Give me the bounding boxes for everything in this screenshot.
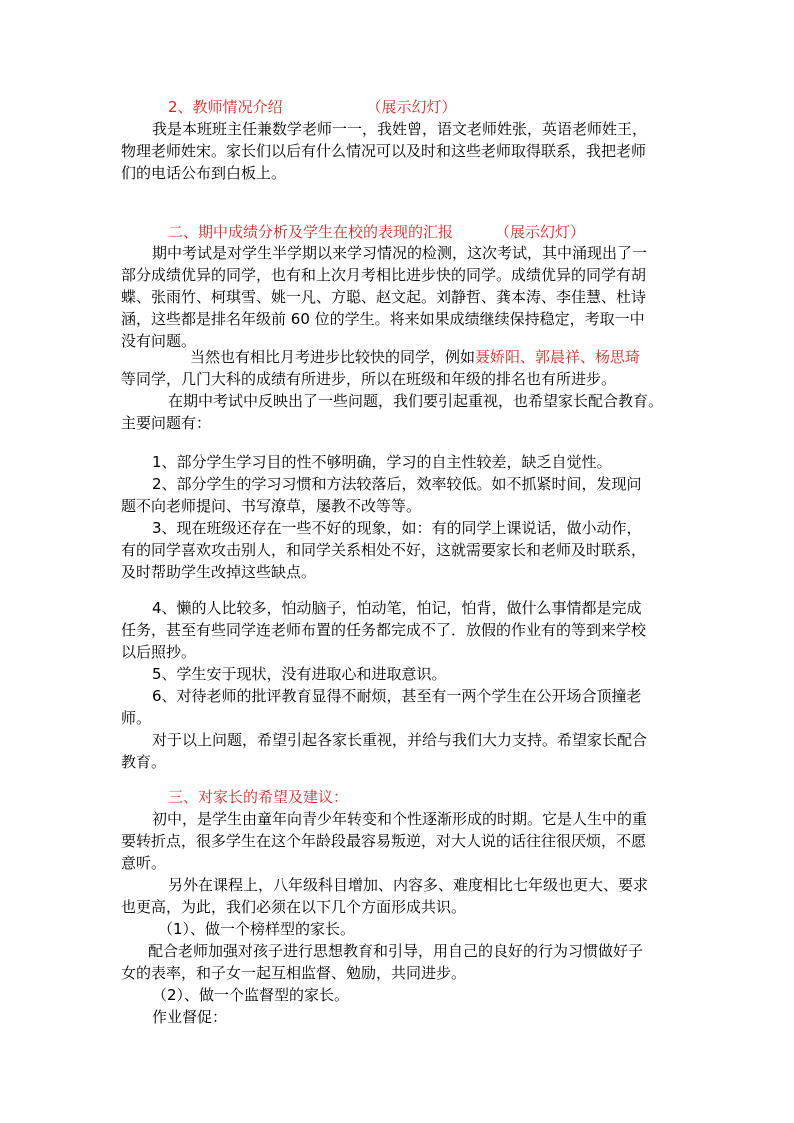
section-two-title: 二、期中成绩分析及学生在校的表现的汇报 bbox=[168, 223, 454, 241]
paragraph-line: 作业督促： bbox=[152, 1008, 228, 1026]
issue-item: 3、现在班级还存在一些不好的现象，如：有的同学上课说话，做小动作， bbox=[152, 519, 642, 537]
paragraph-line: 对于以上问题，希望引起各家长重视，并给与我们大力支持。希望家长配合 bbox=[152, 731, 648, 749]
sub-heading: （2）、做一个监督型的家长。 bbox=[152, 986, 350, 1004]
paragraph-line: 意听。 bbox=[121, 854, 167, 872]
paragraph-line: 我是本班班主任兼数学老师一一，我姓曾，语文老师姓张，英语老师姓王， bbox=[152, 120, 648, 138]
paragraph-line: 配合老师加强对孩子进行思想教育和引导，用自己的良好的行为习惯做好子 bbox=[148, 942, 644, 960]
paragraph-line: 另外在课程上，八年级科目增加、内容多、难度相比七年级也更大、要求 bbox=[168, 876, 649, 894]
issue-item: 4、懒的人比较多，怕动脑子，怕动笔，怕记，怕背，做什么事情都是完成 bbox=[152, 599, 642, 617]
paragraph-line: 在期中考试中反映出了一些问题，我们要引起重视，也希望家长配合教育。 bbox=[168, 392, 664, 410]
paragraph-line: 涵，这些都是排名年级前 60 位的学生。将来如果成绩继续保持稳定，考取一中 bbox=[121, 310, 645, 328]
paragraph-line: 教育。 bbox=[121, 753, 167, 771]
paragraph-line: 等同学，几门大科的成绩有所进步，所以在班级和年级的排名也有所进步。 bbox=[121, 370, 617, 388]
section-2-heading bbox=[168, 96, 457, 118]
issue-item: 6、对待老师的批评教育显得不耐烦，甚至有一两个学生在公开场合顶撞老 bbox=[152, 687, 642, 705]
paragraph-line: 没有问题。 bbox=[121, 332, 197, 350]
issue-item-continued: 以后照抄。 bbox=[121, 643, 197, 661]
paragraph-line: 物理老师姓宋。家长们以后有什么情况可以及时和这些老师取得联系，我把老师 bbox=[121, 142, 647, 160]
section-two-slide-tag: （展示幻灯） bbox=[495, 223, 586, 241]
paragraph-line: 也更高，为此，我们必须在以下几个方面形成共识。 bbox=[121, 898, 467, 916]
paragraph-line: 部分成绩优异的同学，也有和上次月考相比进步快的同学。成绩优异的同学有胡 bbox=[121, 266, 647, 284]
issue-item: 5、学生安于现状，没有进取心和进取意识。 bbox=[152, 665, 447, 683]
paragraph-line: 女的表率，和子女一起互相监督、勉励，共同进步。 bbox=[121, 964, 467, 982]
progress-intro-text: 当然也有相比月考进步比较快的同学，例如 bbox=[190, 348, 476, 366]
issue-item: 2、部分学生的学习习惯和方法较落后，效率较低。如不抓紧时间，发现问 bbox=[152, 475, 642, 493]
paragraph-line: 们的电话公布到白板上。 bbox=[121, 164, 287, 182]
sub-heading: （1）、做一个榜样型的家长。 bbox=[158, 920, 356, 938]
paragraph-line: 期中考试是对学生半学期以来学习情况的检测，这次考试，其中涌现出了一 bbox=[152, 244, 648, 262]
issue-item-continued: 题不向老师提问、书写潦草，屡教不改等等。 bbox=[121, 497, 422, 515]
section-two-heading bbox=[168, 221, 585, 243]
paragraph-line: 要转折点，很多学生在这个年龄段最容易叛逆，对大人说的话往往很厌烦，不愿 bbox=[121, 832, 647, 850]
issue-item-continued: 及时帮助学生改掉这些缺点。 bbox=[121, 563, 317, 581]
issue-item-continued: 师。 bbox=[121, 709, 152, 727]
paragraph-line: 蝶、张雨竹、柯琪雪、姚一凡、方聪、赵文起。刘静哲、龚本涛、李佳慧、杜诗 bbox=[121, 288, 647, 306]
paragraph-line: 初中，是学生由童年向青少年转变和个性逐渐形成的时期。它是人生中的重 bbox=[152, 810, 648, 828]
paragraph-line bbox=[190, 346, 640, 368]
section-2-title: 2、教师情况介绍 bbox=[168, 98, 283, 116]
issue-item-continued: 任务，甚至有些同学连老师布置的任务都完成不了．放假的作业有的等到来学校 bbox=[121, 621, 647, 639]
issue-item: 1、部分学生学习目的性不够明确，学习的自主性较差，缺乏自觉性。 bbox=[152, 453, 612, 471]
issue-item-continued: 有的同学喜欢攻击别人，和同学关系相处不好，这就需要家长和老师及时联系， bbox=[121, 541, 647, 559]
improved-students-names: 聂娇阳、郭晨祥、杨思琦 bbox=[475, 348, 641, 366]
paragraph-line: 主要问题有： bbox=[121, 414, 212, 432]
section-2-slide-tag: （展示幻灯） bbox=[366, 98, 457, 116]
section-three-title: 三、对家长的希望及建议： bbox=[168, 788, 349, 806]
